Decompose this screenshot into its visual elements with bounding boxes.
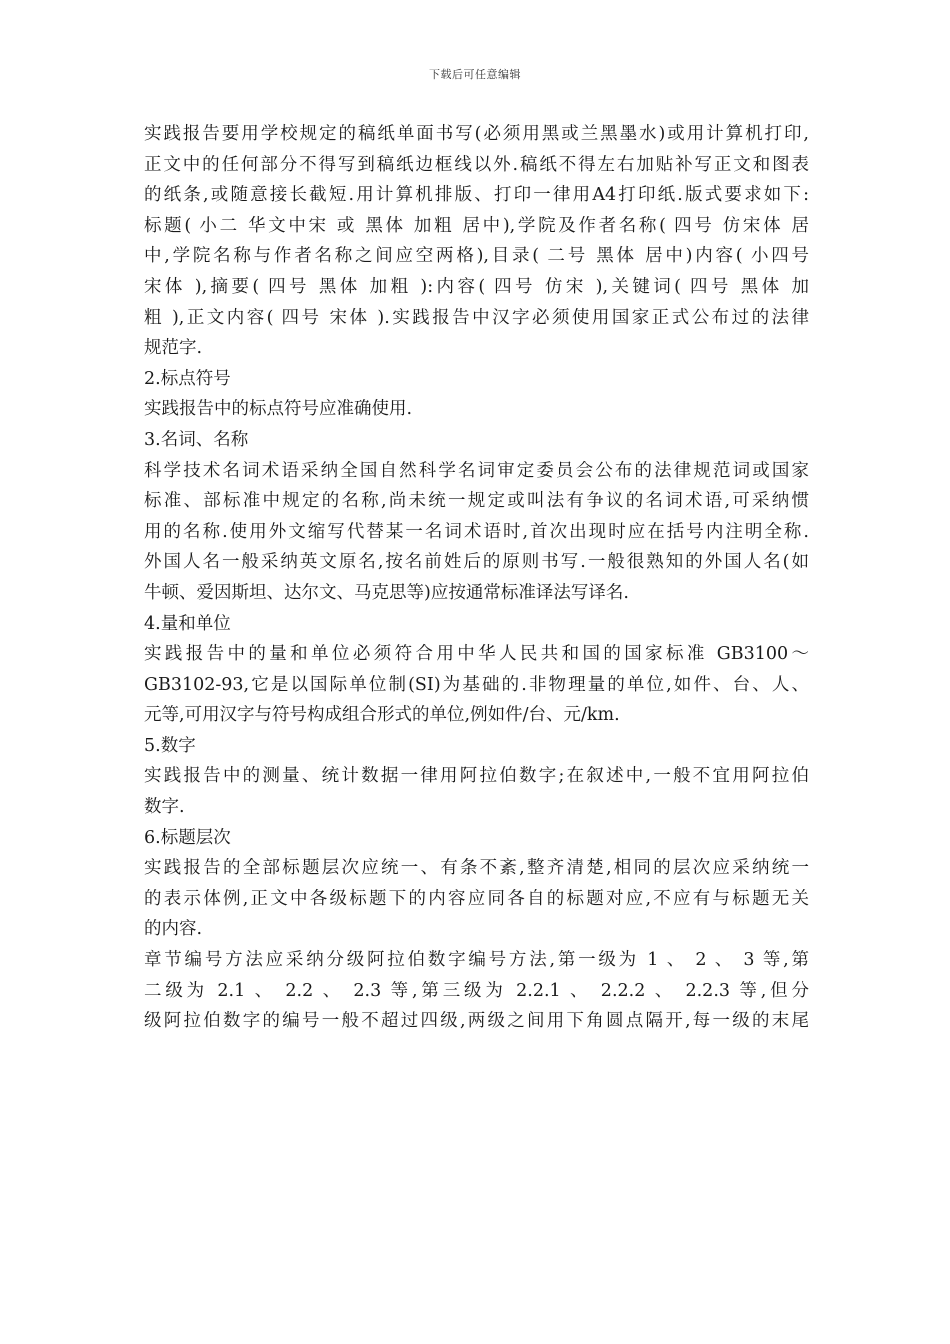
text-line: 章节编号方法应采纳分级阿拉伯数字编号方法,第一级为 1 、 2 、 3 等,第 [144,950,809,971]
text-line: GB3102-93,它是以国际单位制(SI)为基础的.非物理量的单位,如件、台、人、 [144,674,809,695]
text-line: 的纸条,或随意接长截短.用计算机排版、打印一律用A4打印纸.版式要求如下: [144,185,809,206]
text-line: 宋体 ),摘要( 四号 黑体 加粗 ):内容( 四号 仿宋 ),关键词( 四号 黑体 加 [144,276,809,297]
text-line: 用的名称.使用外文缩写代替某一名词术语时,首次出现时应在括号内注明全称. [144,521,809,542]
text-line: 粗 ),正文内容( 四号 宋体 ).实践报告中汉字必须使用国家正式公布过的法律 [144,307,809,328]
text-line: 标题( 小二 华文中宋 或 黑体 加粗 居中),学院及作者名称( 四号 仿宋体 居 [144,215,809,236]
text-line: 实践报告的全部标题层次应统一、有条不紊,整齐清楚,相同的层次应采纳统一 [144,858,809,879]
text-line: 的内容. [144,919,203,940]
text-line: 实践报告要用学校规定的稿纸单面书写(必须用黑或兰黑墨水)或用计算机打印, [144,124,809,144]
text-line: 外国人名一般采纳英文原名,按名前姓后的原则书写.一般很熟知的外国人名(如 [144,552,809,573]
page-header: 下载后可任意编辑 [429,68,521,81]
text-line: 中,学院名称与作者名称之间应空两格),目录( 二号 黑体 居中)内容( 小四号 [144,246,809,267]
text-line: 级阿拉伯数字的编号一般不超过四级,两级之间用下角圆点隔开,每一级的末尾 [144,1011,809,1032]
text-line: 实践报告中的标点符号应准确使用. [144,399,413,420]
text-line: 科学技术名词术语采纳全国自然科学名词审定委员会公布的法律规范词或国家 [144,460,809,481]
section-heading: 6.标题层次 [144,827,231,848]
section-heading: 4.量和单位 [144,613,231,634]
text-line: 二级为 2.1 、 2.2 、 2.3 等,第三级为 2.2.1 、 2.2.2 、 2.2.3 等,但分 [144,980,809,1001]
section-heading: 5.数字 [144,735,196,756]
text-line: 实践报告中的测量、统计数据一律用阿拉伯数字;在叙述中,一般不宜用阿拉伯 [144,766,809,787]
text-line: 规范字. [144,338,203,359]
text-line: 元等,可用汉字与符号构成组合形式的单位,例如件/台、元/km. [144,705,620,726]
section-heading: 3.名词、名称 [144,429,249,450]
document-body [144,119,809,1037]
section-heading: 2.标点符号 [144,368,231,389]
text-line: 正文中的任何部分不得写到稿纸边框线以外.稿纸不得左右加贴补写正文和图表 [144,154,809,175]
text-line: 标准、部标准中规定的名称,尚未统一规定或叫法有争议的名词术语,可采纳惯 [144,491,809,512]
text-line: 实践报告中的量和单位必须符合用中华人民共和国的国家标准 GB3100～ [144,644,809,665]
text-line: 数字. [144,797,185,818]
text-line: 的表示体例,正文中各级标题下的内容应同各自的标题对应,不应有与标题无关 [144,888,809,909]
text-line: 牛顿、爱因斯坦、达尔文、马克思等)应按通常标准译法写译名. [144,582,629,603]
